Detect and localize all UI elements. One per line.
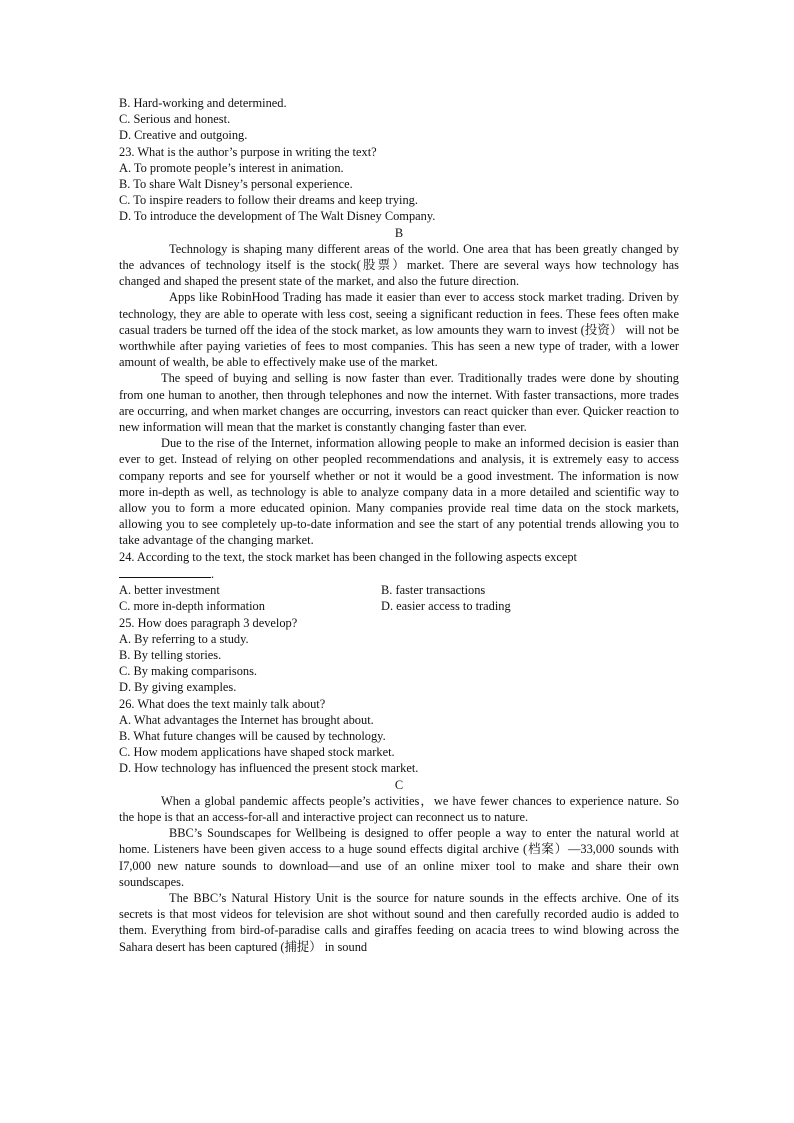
q25-option-b: B. By telling stories.	[119, 647, 222, 662]
q26-option-c: C. How modem applications have shaped stock market.	[119, 745, 395, 760]
q25-option-a: A. By referring to a study.	[119, 631, 249, 646]
section-b-label: B	[394, 225, 404, 240]
section-b-paragraph-2: Apps like RobinHood Trading has made it easier than ever to access stock market trading. Driven by technology, they are able to operate with less cost, seeing a significant reduction in fees. These fees often make casual traders be turned off the idea of the stock market, as low amounts they warn to invest (投资） will not be worthwhile after paying varieties of fees to most companies. This has seen a new type of trader, with a lower amount of wealth, be able to effectively make use of the market.	[119, 290, 679, 370]
q24-option-b: B. faster transactions	[381, 583, 486, 598]
section-c-label: C	[394, 777, 404, 792]
page-content	[119, 95, 679, 955]
q24-options-row-2	[119, 598, 679, 614]
q24-option-d: D. easier access to trading	[381, 599, 511, 614]
q23-option-d: D. To introduce the development of The Walt Disney Company.	[119, 209, 436, 224]
q24-option-c: C. more in-depth information	[119, 599, 265, 614]
q25-option-d: D. By giving examples.	[119, 680, 237, 695]
q22-option-d: D. Creative and outgoing.	[119, 128, 248, 143]
q26-option-b: B. What future changes will be caused by technology.	[119, 728, 386, 743]
section-b-paragraph-1: Technology is shaping many different areas of the world. One area that has been greatly changed by the advances of technology itself is the stock(股票）market. There are several ways how technology has changed and shaped the present state of the market, and also the future direction.	[119, 241, 679, 289]
q22-option-b: B. Hard-working and determined.	[119, 96, 287, 110]
q23-option-c: C. To inspire readers to follow their dreams and keep trying.	[119, 193, 418, 208]
q24-blank-end: .	[211, 566, 215, 581]
q25-option-c: C. By making comparisons.	[119, 664, 258, 679]
q22-option-c: C. Serious and honest.	[119, 112, 231, 127]
q26-option-d: D. How technology has influenced the present stock market.	[119, 761, 419, 776]
q24-question: 24. According to the text, the stock market has been changed in the following aspects except	[119, 549, 577, 564]
answer-blank	[119, 565, 211, 578]
section-c-paragraph-1: When a global pandemic affects people’s activities，we have fewer chances to experience nature. So the hope is that an access-for-all and interactive project can reconnect us to nature.	[119, 793, 679, 824]
q23-option-b: B. To share Walt Disney’s personal experience.	[119, 177, 353, 192]
section-b-paragraph-4: Due to the rise of the Internet, information allowing people to make an informed decision is easier than ever to get. Instead of relying on other peopled recommendations and analysis, it is extremely easy to access company reports and see for yourself whether or not it would be a good investment. The information is now more in-depth as well, as technology is able to analyze company data in a more detailed and scientific way to allow you to form a more educated opinion. Many companies provide real time data on the stock markets, allowing you to see completely up-to-date information and see the start of any potential trends allowing you to take advantage of the changing market.	[119, 436, 679, 548]
q24-option-a: A. better investment	[119, 583, 220, 598]
section-b-paragraph-3: The speed of buying and selling is now faster than ever. Traditionally trades were done by shouting from one human to another, then through telephones and now the internet. With faster transactions, more trades are occurring, and when market changes are occurring, investors can react quicker than ever. Quicker reaction to new information will mean that the market is constantly changing faster than ever.	[119, 371, 679, 435]
section-c-paragraph-3: The BBC’s Natural History Unit is the source for nature sounds in the effects archive. One of its secrets is that most videos for television are shot without sound and then carefully recorded audio is added to them. Everything from bird-of-paradise calls and giraffes feeding on acacia trees to wind blowing across the Sahara desert has been captured (捕捉） in sound	[119, 890, 679, 954]
q26-option-a: A. What advantages the Internet has brought about.	[119, 712, 374, 727]
q24-blank-line	[119, 565, 679, 582]
q25-question: 25. How does paragraph 3 develop?	[119, 615, 298, 630]
q26-question: 26. What does the text mainly talk about?	[119, 696, 326, 711]
section-c-paragraph-2: BBC’s Soundscapes for Wellbeing is designed to offer people a way to enter the natural world at home. Listeners have been given access to a huge sound effects digital archive (档案）—33,000 sounds with I7,000 new nature sounds to download—and use of an online mixer tool to make and share their own soundscapes.	[119, 826, 679, 889]
q24-options-row-1	[119, 582, 679, 598]
q23-option-a: A. To promote people’s interest in animation.	[119, 160, 344, 175]
q23-question: 23. What is the author’s purpose in writing the text?	[119, 144, 377, 159]
